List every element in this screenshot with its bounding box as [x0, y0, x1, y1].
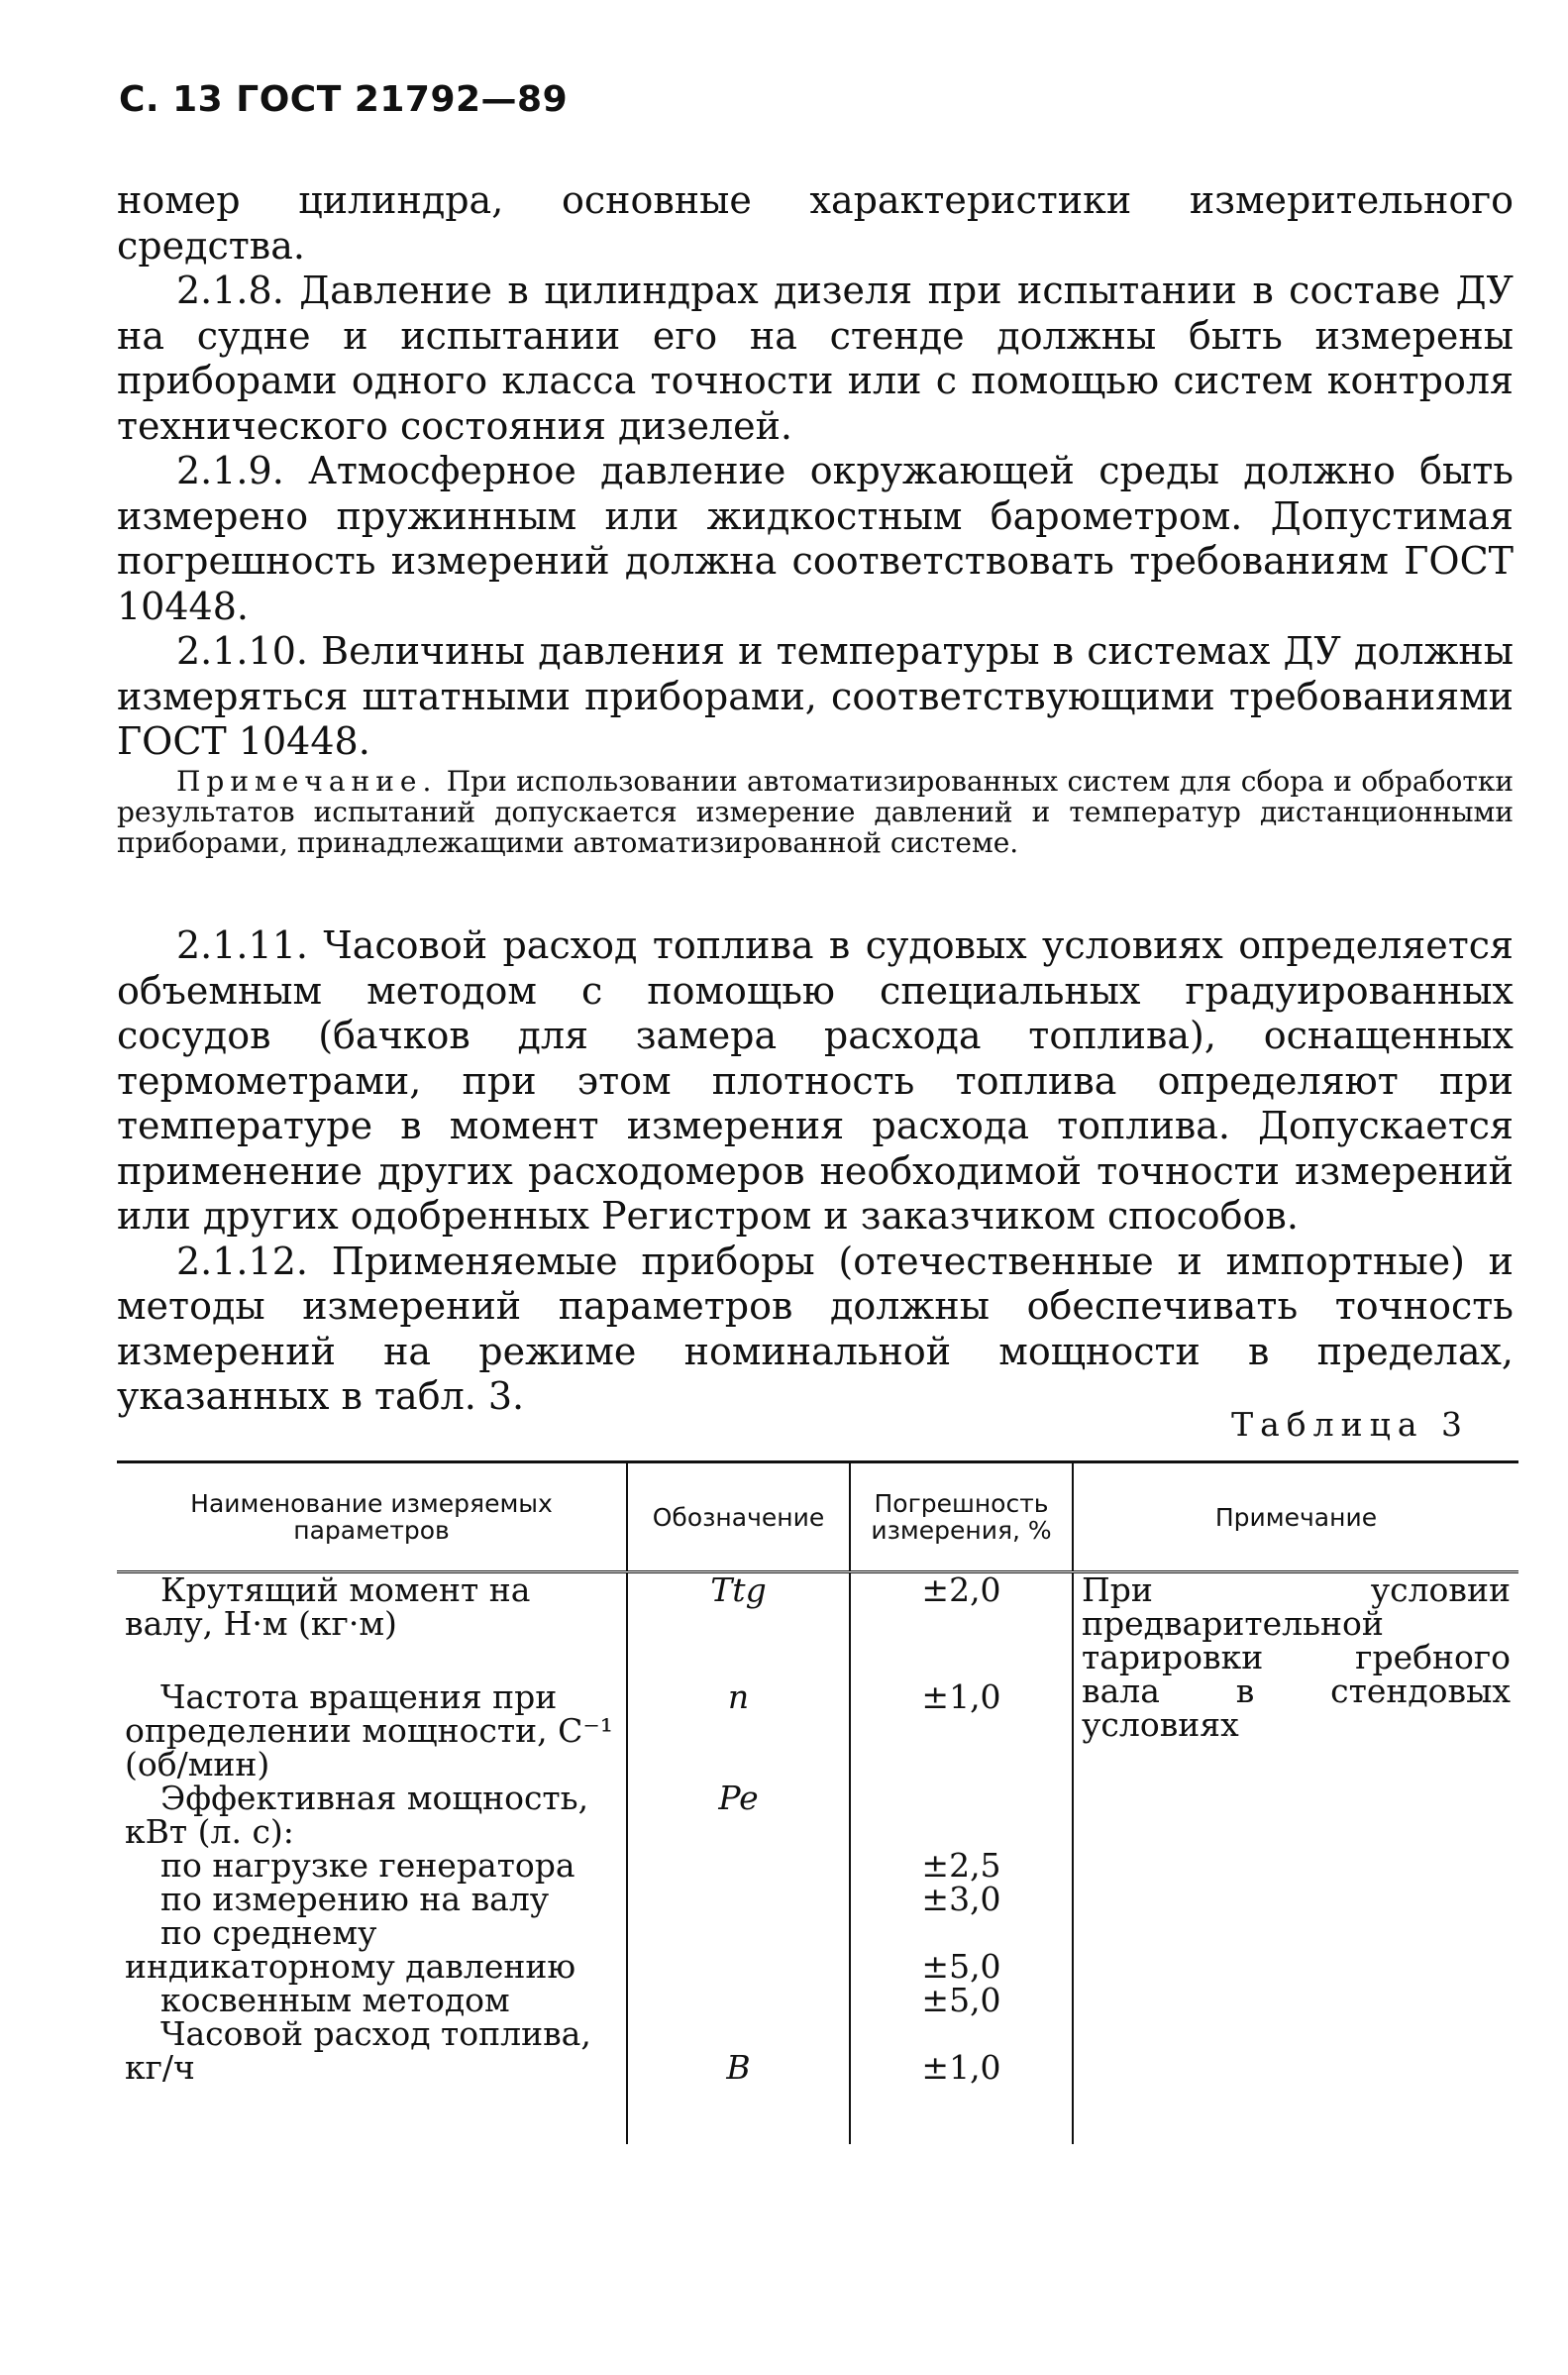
param-cell: Крутящий момент на валу, Н·м (кг·м) [125, 1570, 531, 1643]
error-cell [850, 1781, 1073, 1849]
param-cell: Эффективная мощность, кВт (л. с): [125, 1779, 589, 1851]
param-cell: косвенным методом [160, 1981, 510, 2019]
error-cell: ±2,5 [850, 1849, 1073, 1883]
error-cell: ±1,0 [850, 1641, 1073, 1781]
symbol-cell [627, 1883, 850, 1916]
error-cell: ±5,0 [850, 1984, 1073, 2017]
header-error: Погрешность измерения, % [850, 1462, 1073, 1572]
paragraph-2-1-11: 2.1.11. Часовой расход топлива в судовых условиях определяется объемным методом с помощью специальных градуированных сосудов (бачков для замера расхода топлива), оснащенных термометрами, при этом плотность топлива определяют при температуре в момент измерения расхода топлива. Допускается применение других расходомеров необходимой точности измерений или других одобренных Регистром и заказчиком способов. [117, 923, 1514, 1238]
param-cell: по измерению на валу [160, 1880, 550, 1918]
symbol-cell: B [627, 2017, 850, 2085]
table-caption: Таблица 3 [1231, 1405, 1469, 1444]
header-remark: Примечание [1073, 1462, 1518, 1572]
param-cell: по нагрузке генератора [160, 1846, 575, 1885]
table-row [117, 1572, 1518, 1642]
page-header: С. 13 ГОСТ 21792—89 [119, 79, 569, 120]
param-cell: Часовой расход топлива, кг/ч [125, 2014, 591, 2087]
error-cell: ±2,0 [850, 1572, 1073, 1642]
table-header-row [117, 1462, 1518, 1572]
symbol-cell [627, 1916, 850, 1984]
param-cell: по среднему индикаторному давлению [125, 1913, 576, 1986]
header-symbol: Обозначение [627, 1462, 850, 1572]
measurement-table [117, 1460, 1518, 2144]
symbol-cell: Pe [627, 1781, 850, 1849]
paragraph-2-1-12: 2.1.12. Применяемые приборы (отечественные и импортные) и методы измерений параметров должны обеспечивать точность измерений на режиме номинальной мощности в пределах, указанных в табл. 3. [117, 1239, 1514, 1418]
body-text-top [117, 178, 1514, 765]
body-text-bottom [117, 923, 1514, 1420]
paragraph-2-1-8: 2.1.8. Давление в цилиндрах дизеля при испытании в составе ДУ на судне и испытании его на стенде должны быть измерены приборами одного класса точности или с помощью систем контроля технического состояния дизелей. [117, 269, 1514, 448]
header-param: Наименование измеряемых параметров [117, 1462, 627, 1572]
error-cell: ±3,0 [850, 1883, 1073, 1916]
symbol-cell [627, 1984, 850, 2017]
paragraph-continuation: номер цилиндра, основные характеристики измерительного средства. [117, 178, 1514, 268]
param-cell: Частота вращения при определении мощности, С⁻¹ (об/мин) [125, 1677, 614, 1783]
table-filler-row [117, 2085, 1518, 2144]
note-label: Примечание. [176, 765, 438, 798]
note-block [117, 766, 1514, 858]
paragraph-2-1-9: 2.1.9. Атмосферное давление окружающей среды должно быть измерено пружинным или жидкостным барометром. Допустимая погрешность измерений должна соответствовать требованиям ГОСТ 10448. [117, 449, 1514, 628]
remark-cell: При условии предварительной тарировки гребного вала в стендовых условиях [1073, 1572, 1518, 2086]
paragraph-2-1-10: 2.1.10. Величины давления и температуры в системах ДУ должны измеряться штатными приборами, соответствующими требованиями ГОСТ 10448. [117, 629, 1514, 763]
error-cell: ±5,0 [850, 1916, 1073, 1984]
note-text: При использовании автоматизированных систем для сбора и обработки результатов испытаний допускается измерение давлений и температур дистанционными приборами, принадлежащими автоматизированной системе. [117, 765, 1514, 859]
error-cell: ±1,0 [850, 2017, 1073, 2085]
symbol-cell: Ttg [627, 1572, 850, 1642]
symbol-cell [627, 1849, 850, 1883]
symbol-cell: n [627, 1641, 850, 1781]
